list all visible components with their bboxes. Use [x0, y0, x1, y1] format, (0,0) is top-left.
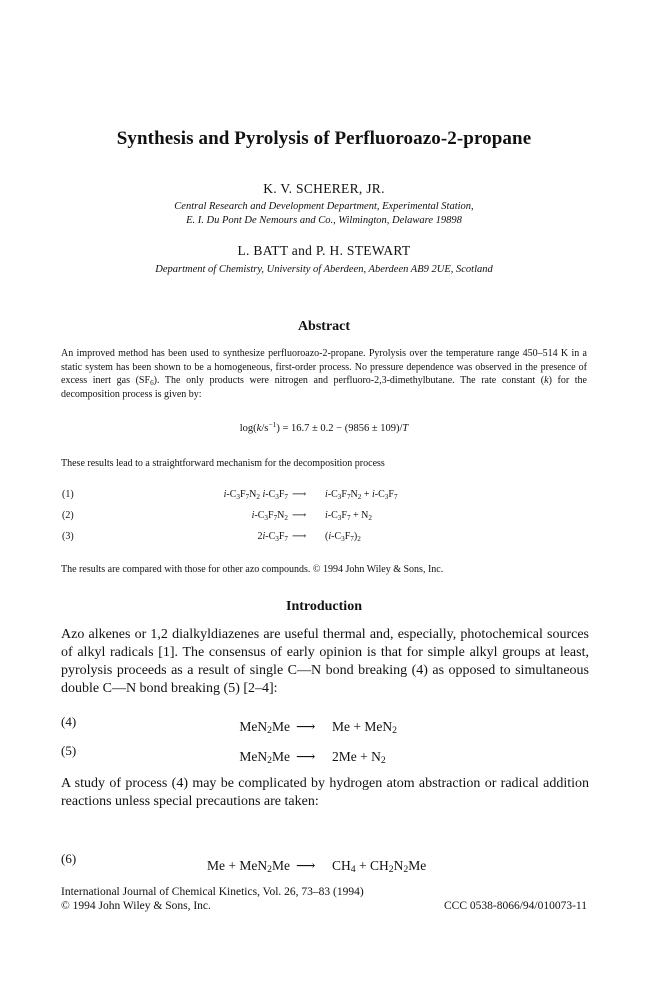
mechanism-number-3: (3) [62, 531, 74, 542]
introduction-heading: Introduction [286, 599, 362, 614]
paper-title: Synthesis and Pyrolysis of Perfluoroazo-2-propane [116, 128, 532, 149]
mechanism-lhs-3: $2i-C_3F_7$ [257, 531, 288, 543]
equation-5-lhs: MeN$_2$Me [239, 749, 290, 766]
mechanism-lhs-2: $i-C_3F_7N_2$ [251, 510, 288, 522]
author-name-1: K. V. SCHERER, JR. [263, 181, 385, 196]
abstract-heading: Abstract [297, 319, 351, 334]
equation-6-lhs: Me + MeN$_2$Me [207, 858, 290, 875]
author-name-2: L. BATT and P. H. STEWART [237, 243, 411, 258]
equation-5-rhs: $2Me + N_2$ [332, 749, 386, 766]
affiliation-1-line2: E. I. Du Pont De Nemours and Co., Wilmington, Delaware 19898 [186, 215, 462, 226]
equation-6-rhs: $CH_4 + CH_2N_2Me$ [332, 858, 427, 875]
mechanism-rhs-2: $i-C_3F_7 + N_2$ [325, 510, 372, 522]
reaction-arrow-icon: ⟶ [296, 858, 316, 873]
affiliation-1-line1: Central Research and Development Department, Experimental Station, [174, 201, 474, 212]
mechanism-rhs-1: $i-C_3F_7N_2 + i-C_3F_7$ [325, 489, 398, 501]
reaction-arrow-icon: ⟶ [292, 510, 307, 521]
introduction-paragraph-1: Azo alkenes or 1,2 dialkyldiazenes are useful thermal and, especially, photochemical sources of alkyl radicals [1]. The consensus of early opinion is that for simple alkyl groups at least, pyrolysis proceeds as a result of single C—N bond breaking (4) as opposed to simultaneous double C—N bond breaking (5) [2–4]: [61, 627, 589, 696]
reaction-arrow-icon: ⟶ [292, 531, 307, 542]
reaction-arrow-icon: ⟶ [292, 489, 307, 500]
mechanism-number-1: (1) [62, 489, 74, 500]
equation-4-lhs: MeN$_2$Me [239, 719, 290, 736]
mechanism-lhs-1: $i-C_3F_7N_2$ $i-C_3F_7$ [223, 489, 288, 501]
abstract-mechanism-intro: These results lead to a straightforward mechanism for the decomposition process [61, 458, 385, 469]
introduction-paragraph-2: A study of process (4) may be complicated by hydrogen atom abstraction or radical addition reactions unless special precautions are taken: [61, 776, 589, 809]
rate-equation: $\log(k/s^{-1}) = 16.7 \pm 0.2 - (9856 \pm 109)/T$ [239, 420, 409, 434]
affiliation-2-line1: Department of Chemistry, University of Aberdeen, Aberdeen AB9 2UE, Scotland [155, 264, 493, 275]
journal-citation: International Journal of Chemical Kinetics, Vol. 26, 73–83 (1994) [61, 886, 364, 898]
abstract-text: An improved method has been used to synthesize perfluoroazo-2-propane. Pyrolysis over the temperature range 450–514 K in a static system has been shown to be a homogeneous, first-order process. No pressure dependence was observed in the presence of excess inert gas $(SF_6)$. The only products were nitrogen and perfluoro-2,3-dimethylbutane. The rate constant (k) for the decomposition process is given by: [61, 348, 587, 400]
mechanism-number-2: (2) [62, 510, 74, 521]
abstract-paragraph [61, 347, 587, 401]
equation-number-4: (4) [61, 714, 77, 729]
copyright-line: © 1994 John Wiley & Sons, Inc. [61, 900, 211, 912]
ccc-code: CCC 0538-8066/94/010073-11 [443, 900, 587, 912]
equation-4-rhs: Me + MeN$_2$ [332, 719, 397, 736]
reaction-arrow-icon: ⟶ [296, 719, 316, 734]
reaction-arrow-icon: ⟶ [296, 749, 316, 764]
abstract-closing: The results are compared with those for other azo compounds. © 1994 John Wiley & Sons, Inc. [61, 564, 444, 575]
equation-number-5: (5) [61, 743, 77, 758]
mechanism-rhs-3: $(i-C_3F_7)_2$ [325, 531, 361, 543]
equation-number-6: (6) [61, 851, 77, 866]
